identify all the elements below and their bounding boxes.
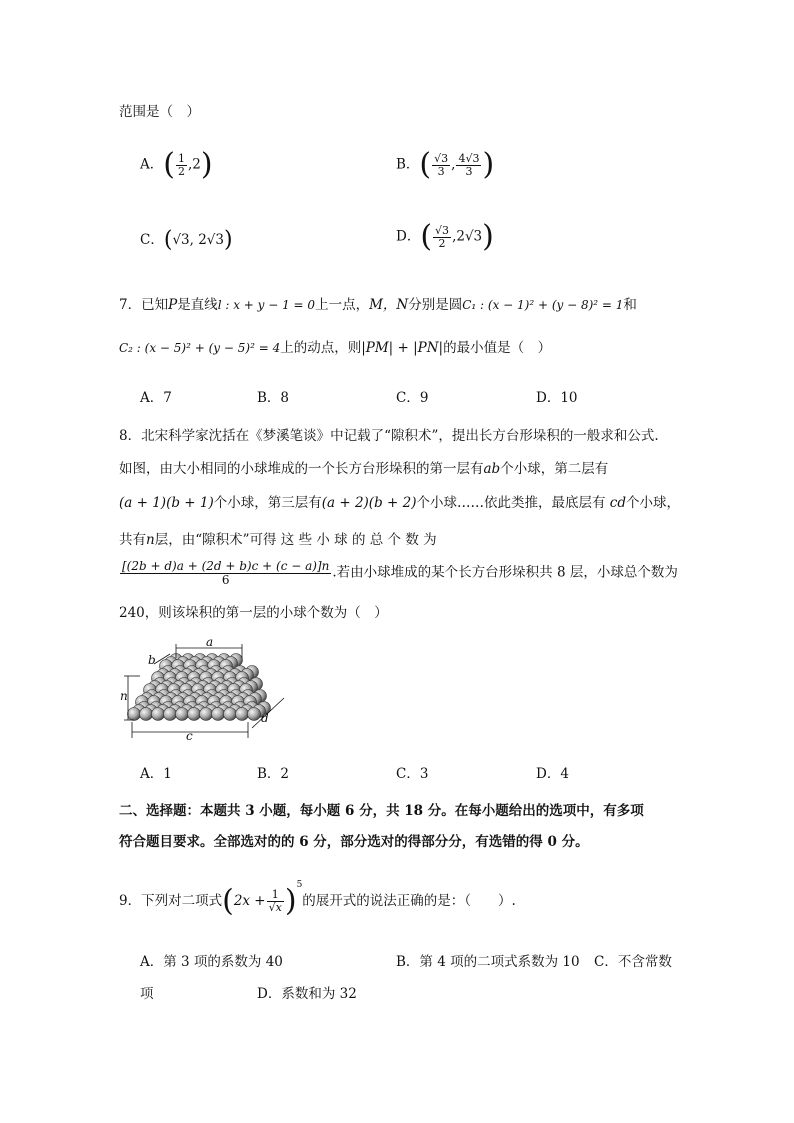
q8-option-a[interactable]: A．1	[140, 766, 172, 782]
q7-option-d[interactable]: D．10	[536, 390, 578, 406]
ball-stack-figure	[118, 636, 298, 746]
section-2-heading-line-2: 符合题目要求。全部选对的的 6 分，部分选对的得部分分，有选错的得 0 分。	[119, 834, 589, 850]
q9-option-d[interactable]: D．系数和为 32	[257, 986, 357, 1002]
ball	[188, 708, 201, 721]
ball	[236, 708, 249, 721]
q7-line-1: 7．已知P是直线l : x + y − 1 = 0上一点，M，N分别是圆C₁ : (x − 1)² + (y − 8)² = 1和	[119, 297, 637, 313]
q9-stem: 9．下列对二项式(2x + $\frac{1}{√x}$ )$^5$的展开式的说法正确的是：（ ）.	[119, 880, 516, 919]
q9-option-b[interactable]: B．第 4 项的二项式系数为 10	[396, 954, 580, 970]
q8-line-4: 共有n层，由“隙积术”可得 这 些 小 球 的 总 个 数 为	[119, 532, 437, 548]
ball	[152, 708, 165, 721]
q6-tail: 范围是（ ）	[119, 104, 200, 120]
q8-line-6: 240，则该垛积的第一层的小球个数为（ ）	[119, 605, 388, 621]
ball	[128, 708, 141, 721]
q8-line-3: (a + 1)(b + 1)个小球，第三层有(a + 2)(b + 2)个小球……依此类推，最底层有 cd个小球，	[119, 495, 680, 511]
ball	[164, 708, 177, 721]
ball	[176, 708, 189, 721]
q8-option-b[interactable]: B．2	[257, 766, 290, 782]
q6-option-b[interactable]: B．( $\frac{√3}{3}$ , $\frac{4√3}{3}$ )	[396, 147, 495, 182]
fig-label-c: c	[186, 729, 193, 743]
q8-option-d[interactable]: D．4	[536, 766, 569, 782]
q6-option-a[interactable]: A．( $\frac{1}{2}$ ,2)	[140, 147, 213, 182]
ball	[200, 708, 213, 721]
q9-option-c-continued: 项	[140, 986, 154, 1002]
fig-label-n: n	[120, 689, 128, 703]
fig-label-d: d	[261, 711, 269, 725]
q8-line-1: 8．北宋科学家沈括在《梦溪笔谈》中记载了“隙积术”，提出长方台形垛积的一般求和公式.	[119, 428, 659, 444]
q7-line-2: C₂ : (x − 5)² + (y − 5)² = 4上的动点，则|PM| + |PN|的最小值是（ ）	[119, 340, 552, 356]
q6-option-d[interactable]: D．( $\frac{√3}{2}$ ,2√3)	[396, 219, 494, 254]
q9-option-a[interactable]: A．第 3 项的系数为 40	[140, 954, 283, 970]
q8-line-2: 如图，由大小相同的小球堆成的一个长方台形垛积的第一层有ab个小球，第二层有	[119, 461, 609, 477]
ball	[224, 708, 237, 721]
ball	[212, 708, 225, 721]
section-2-heading-line-1: 二、选择题：本题共 3 小题，每小题 6 分，共 18 分。在每小题给出的选项中，有多项	[119, 803, 644, 819]
q7-option-a[interactable]: A．7	[140, 390, 172, 406]
q7-option-b[interactable]: B．8	[257, 390, 290, 406]
ball	[140, 708, 153, 721]
ball	[248, 708, 261, 721]
fig-label-a: a	[206, 636, 214, 649]
q8-formula-line: $\frac{[(2b + d)a + (2d + b)c + (c - a)]n}{6}$ .若由小球堆成的某个长方台形垛积共 8 层，小球总个数为	[122, 559, 678, 587]
q9-option-c[interactable]: C．不含常数	[594, 954, 672, 970]
fig-label-b: b	[148, 653, 156, 667]
q8-option-c[interactable]: C．3	[396, 766, 429, 782]
q7-option-c[interactable]: C．9	[396, 390, 429, 406]
q6-option-c[interactable]: C．(√3, 2√3)	[140, 227, 233, 253]
